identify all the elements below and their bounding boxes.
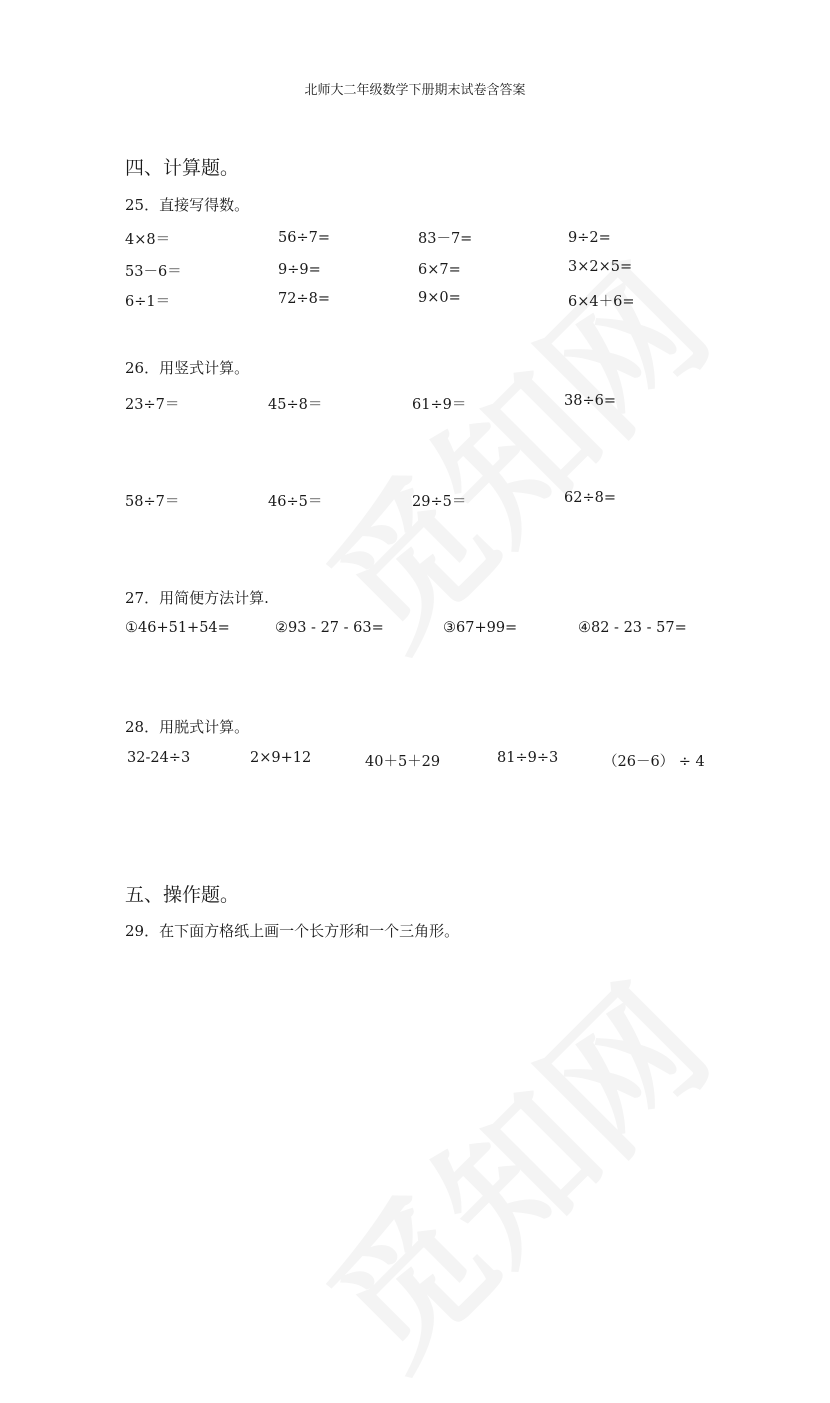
q28-item: （26－6） ÷ 4 — [603, 754, 705, 770]
q25-item: 72÷8= — [278, 291, 330, 307]
q25-item: 83－7= — [418, 231, 473, 247]
q25-item: 9÷9= — [278, 262, 321, 278]
q26-item: 58÷7＝ — [125, 494, 180, 510]
q28-item: 40＋5＋29 — [365, 754, 441, 770]
q28-item: 32-24÷3 — [127, 750, 191, 766]
q28-item: 81÷9÷3 — [497, 750, 559, 766]
q25-item: 6×4＋6= — [568, 294, 635, 310]
q27-item: ③67+99= — [443, 620, 518, 636]
section-4-title: 四、计算题。 — [125, 157, 240, 179]
q26-item: 45÷8＝ — [268, 397, 323, 413]
q25-item: 9×0= — [418, 290, 461, 306]
watermark-lower — [275, 933, 746, 1403]
q26-item: 46÷5＝ — [268, 494, 323, 510]
q25-item: 3×2×5= — [568, 259, 633, 275]
q25-item: 6×7= — [418, 262, 461, 278]
question-29-title: 29．在下面方格纸上画一个长方形和一个三角形。 — [125, 922, 460, 940]
q27-item: ②93 - 27 - 63= — [275, 620, 384, 636]
q26-item: 61÷9＝ — [412, 397, 467, 413]
q25-item: 6÷1＝ — [125, 294, 171, 310]
q26-item: 38÷6= — [564, 393, 616, 409]
page-header: 北师大二年级数学下册期末试卷含答案 — [304, 83, 526, 98]
q25-item: 4×8＝ — [125, 232, 171, 248]
q28-item: 2×9+12 — [250, 750, 312, 766]
question-27-title: 27．用简便方法计算. — [125, 589, 269, 607]
q25-item: 9÷2= — [568, 230, 611, 246]
q26-item: 62÷8= — [564, 490, 616, 506]
question-28-title: 28．用脱式计算。 — [125, 718, 250, 736]
watermark-upper — [275, 213, 746, 684]
q26-item: 23÷7＝ — [125, 397, 180, 413]
question-26-title: 26．用竖式计算。 — [125, 359, 250, 377]
section-5-title: 五、操作题。 — [125, 884, 240, 906]
q26-item: 29÷5＝ — [412, 494, 467, 510]
q25-item: 56÷7= — [278, 230, 330, 246]
q27-item: ④82 - 23 - 57= — [578, 620, 687, 636]
q25-item: 53－6＝ — [125, 264, 182, 280]
question-25-title: 25．直接写得数。 — [125, 196, 250, 214]
q27-item: ①46+51+54= — [125, 620, 230, 636]
